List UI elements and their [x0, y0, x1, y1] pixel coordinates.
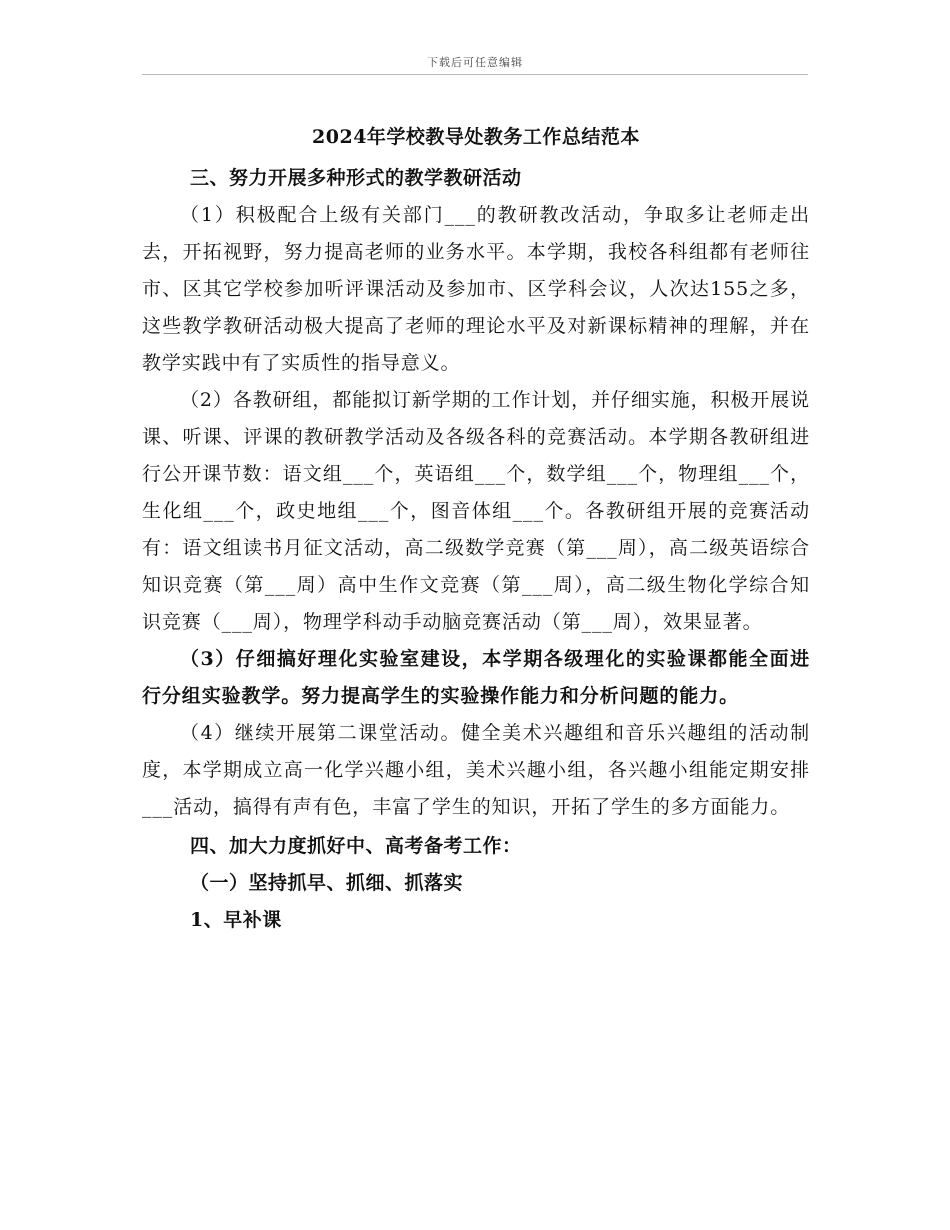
document-title: 2024年学校教导处教务工作总结范本 — [312, 126, 640, 148]
subsection-heading-1: （一）坚持抓早、抓细、抓落实 — [190, 872, 464, 894]
document-body — [142, 118, 810, 939]
item-heading-1: 1、早补课 — [190, 909, 282, 931]
paragraph-3: （3）仔细搞好理化实验室建设，本学期各级理化的实验课都能全面进行分组实验教学。努力提高学生的实验操作能力和分析问题的能力。 — [142, 648, 810, 707]
header-divider — [142, 74, 808, 75]
paragraph-4: （4）继续开展第二课堂活动。健全美术兴趣组和音乐兴趣组的活动制度，本学期成立高一化学兴趣小组，美术兴趣小组，各兴趣小组能定期安排___活动，搞得有声有色，丰富了学生的知识，开拓了学生的多方面能力。 — [142, 722, 810, 818]
paragraph-1: （1）积极配合上级有关部门___的教研教改活动，争取多让老师走出去，开拓视野，努力提高老师的业务水平。本学期，我校各科组都有老师往市、区其它学校参加听评课活动及参加市、区学科会议，人次达155之多，这些教学教研活动极大提高了老师的理论水平及对新课标精神的理解，并在教学实践中有了实质性的指导意义。 — [142, 204, 810, 374]
paragraph-2: （2）各教研组，都能拟订新学期的工作计划，并仔细实施，积极开展说课、听课、评课的教研教学活动及各级各科的竞赛活动。本学期各教研组进行公开课节数：语文组___个，英语组___个，数学组___个，物理组___个，生化组___个，政史地组___个，图音体组___个。各教研组开展的竞赛活动有：语文组读书月征文活动，高二级数学竞赛（第___周），高二级英语综合知识竞赛（第___周）高中生作文竞赛（第___周），高二级生物化学综合知识竞赛（___周），物理学科动手动脑竞赛活动（第___周），效果显著。 — [142, 389, 810, 633]
header-note: 下载后可任意编辑 — [427, 56, 523, 69]
section-heading-4: 四、加大力度抓好中、高考备考工作： — [190, 835, 522, 857]
section-heading-3: 三、努力开展多种形式的教学教研活动 — [190, 167, 522, 189]
